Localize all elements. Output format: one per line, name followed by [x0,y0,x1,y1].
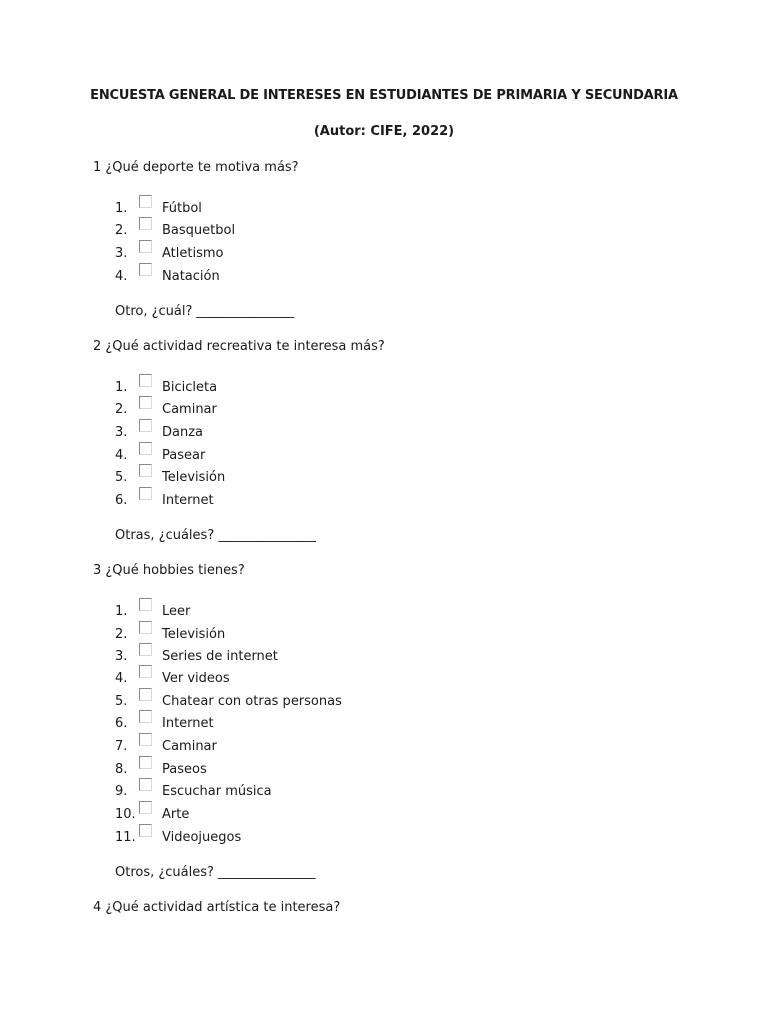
other-answer-line[interactable]: Otro, ¿cuál? _______________ [115,304,295,319]
option-number: 4. [115,671,128,686]
checkbox[interactable] [139,733,152,746]
option-label: Paseos [162,762,207,777]
other-answer-line[interactable]: Otras, ¿cuáles? _______________ [115,528,316,543]
checkbox[interactable] [139,710,152,723]
option-label: Televisión [162,470,226,485]
option-number: 8. [115,762,128,777]
option-number: 2. [115,402,128,417]
option-label: Caminar [162,402,217,417]
checkbox[interactable] [139,195,152,208]
other-answer-line[interactable]: Otros, ¿cuáles? _______________ [115,865,316,880]
document-subtitle: (Autor: CIFE, 2022) [313,124,455,139]
option-number: 1. [115,201,128,216]
checkbox[interactable] [139,665,152,678]
option-number: 6. [115,493,128,508]
option-number: 10. [115,807,136,822]
option-label: Natación [162,269,220,284]
option-number: 6. [115,716,128,731]
option-label: Escuchar música [162,784,272,799]
checkbox[interactable] [139,464,152,477]
option-label: Danza [162,425,204,440]
option-label: Series de internet [162,649,278,664]
option-number: 5. [115,470,128,485]
checkbox[interactable] [139,396,152,409]
question-1: 1 ¿Qué deporte te motiva más? [93,160,299,175]
option-label: Videojuegos [162,830,242,845]
option-number: 4. [115,269,128,284]
option-number: 1. [115,604,128,619]
question-3: 3 ¿Qué hobbies tienes? [93,563,245,578]
checkbox[interactable] [139,217,152,230]
checkbox[interactable] [139,801,152,814]
option-label: Bicicleta [162,380,218,395]
option-number: 9. [115,784,128,799]
checkbox[interactable] [139,442,152,455]
option-label: Atletismo [162,246,224,261]
option-number: 7. [115,739,128,754]
option-number: 3. [115,246,128,261]
checkbox[interactable] [139,419,152,432]
option-number: 4. [115,448,128,463]
option-label: Internet [162,716,214,731]
checkbox[interactable] [139,487,152,500]
checkbox[interactable] [139,621,152,634]
option-number: 3. [115,649,128,664]
checkbox[interactable] [139,756,152,769]
checkbox[interactable] [139,688,152,701]
option-label: Arte [162,807,190,822]
checkbox[interactable] [139,643,152,656]
option-label: Basquetbol [162,223,236,238]
option-number: 5. [115,694,128,709]
option-label: Pasear [162,448,206,463]
document-title: ENCUESTA GENERAL DE INTERESES EN ESTUDIANTES DE PRIMARIA Y SECUNDARIA [90,88,678,103]
checkbox[interactable] [139,598,152,611]
checkbox[interactable] [139,240,152,253]
checkbox[interactable] [139,263,152,276]
option-label: Ver videos [162,671,230,686]
option-number: 2. [115,627,128,642]
option-number: 11. [115,830,136,845]
checkbox[interactable] [139,374,152,387]
checkbox[interactable] [139,824,152,837]
option-label: Leer [162,604,191,619]
option-label: Fútbol [162,201,202,216]
option-number: 1. [115,380,128,395]
option-label: Chatear con otras personas [162,694,342,709]
option-label: Televisión [162,627,226,642]
option-number: 2. [115,223,128,238]
option-label: Internet [162,493,214,508]
checkbox[interactable] [139,778,152,791]
question-4: 4 ¿Qué actividad artística te interesa? [93,900,341,915]
question-2: 2 ¿Qué actividad recreativa te interesa más? [93,339,385,354]
option-number: 3. [115,425,128,440]
option-label: Caminar [162,739,217,754]
